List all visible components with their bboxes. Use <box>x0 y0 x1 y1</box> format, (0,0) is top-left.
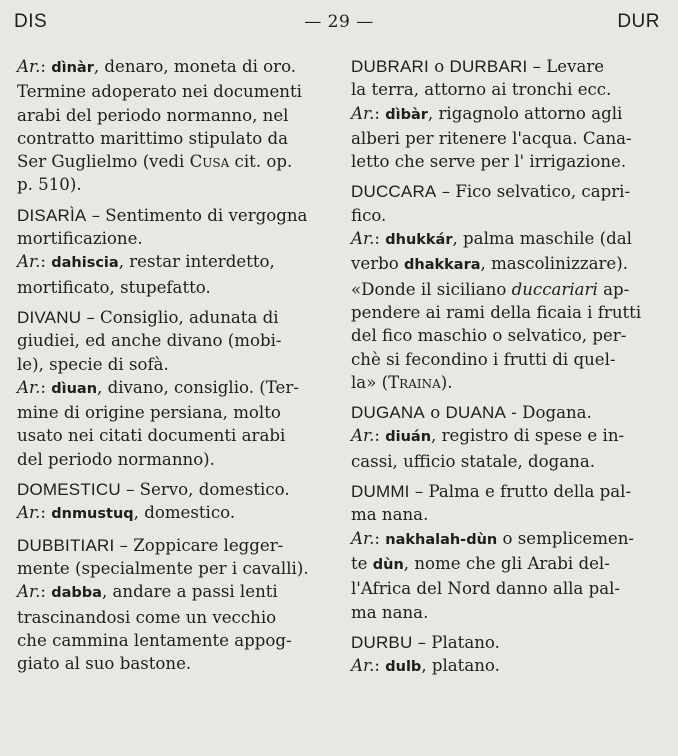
entry-text: – Fico selvatico, capri- <box>436 182 631 202</box>
entry-text: : <box>374 528 386 548</box>
dictionary-entry <box>351 180 663 394</box>
headword: DURBARI <box>449 57 528 76</box>
entry-line <box>351 371 663 394</box>
entry-text: : <box>374 656 386 676</box>
arabic-term: dnmustuq <box>51 506 134 523</box>
entry-text: – Palma e frutto della pal- <box>409 482 632 502</box>
dictionary-entry <box>17 534 329 676</box>
entry-line <box>17 250 329 275</box>
left-column <box>17 55 329 682</box>
entry-line <box>351 55 663 78</box>
entry-line <box>17 329 329 352</box>
arabic-abbrev: Ar. <box>17 252 41 272</box>
entry-line <box>17 401 329 424</box>
entry-text: o <box>424 403 446 423</box>
entry-text: giudiei, ed anche divano (mobi- <box>17 331 282 351</box>
entry-text: usato nei citati documenti arabi <box>17 426 286 446</box>
entry-text: , andare a passi lenti <box>101 582 278 602</box>
dictionary-entry <box>17 478 329 527</box>
entry-text: arabi del periodo normanno, nel <box>17 105 289 125</box>
entry-text: trascinandosi come un vecchio <box>17 607 277 627</box>
arabic-abbrev: Ar. <box>351 103 375 123</box>
entry-text: del periodo normanno). <box>17 449 215 469</box>
entry-text: la terra, attorno ai tronchi ecc. <box>351 80 612 100</box>
author-name: Cusa <box>189 152 230 172</box>
entry-text: - Dogana. <box>506 403 592 423</box>
arabic-term: dìuan <box>51 380 98 397</box>
entry-text: mortificato, stupefatto. <box>17 277 211 297</box>
entry-line <box>351 577 663 600</box>
entry-line <box>17 501 329 526</box>
entry-text: che cammina lentamente appog- <box>17 630 292 650</box>
entry-text: mortificazione. <box>17 229 143 249</box>
entry-text: – Platano. <box>412 632 500 652</box>
entry-text: : <box>374 103 386 123</box>
entry-line <box>17 557 329 580</box>
entry-line <box>17 227 329 250</box>
entry-text: , platano. <box>421 656 500 676</box>
entry-line <box>17 353 329 376</box>
entry-line <box>351 527 663 552</box>
entry-line <box>351 324 663 347</box>
entry-line <box>351 150 663 173</box>
entry-line <box>17 55 329 80</box>
entry-text: , rigagnolo attorno agli <box>427 103 623 123</box>
arabic-abbrev: Ar. <box>351 426 375 446</box>
entry-text: mente (specialmente per i cavalli). <box>17 558 309 578</box>
headword: DUBBITIARI <box>17 535 115 555</box>
dictionary-entry <box>17 55 329 197</box>
entry-text: ). <box>440 372 453 392</box>
entry-text: , registro di spese e in- <box>431 426 625 446</box>
arabic-term: dabba <box>51 585 102 602</box>
entry-line <box>351 278 663 301</box>
entry-line <box>17 80 329 103</box>
headword: DIVANU <box>17 307 82 327</box>
entry-line <box>17 127 329 150</box>
entry-line <box>17 204 329 227</box>
entry-text: p. 510). <box>17 175 82 195</box>
entry-line <box>351 601 663 624</box>
entry-line <box>351 480 663 503</box>
dictionary-entry <box>351 631 663 680</box>
arabic-term: dìbàr <box>385 106 428 123</box>
entry-text: verbo <box>351 254 405 274</box>
entry-text: pendere ai rami della ficaia i frutti <box>351 302 642 322</box>
arabic-term: dahiscia <box>51 255 119 272</box>
entry-line <box>17 448 329 471</box>
arabic-term: diuán <box>385 429 432 446</box>
right-column <box>351 55 663 686</box>
entry-text: «Donde il siciliano <box>351 279 512 299</box>
entry-text: del fico maschio o selvatico, per- <box>351 326 627 346</box>
entry-text: : <box>40 57 52 76</box>
headword: DURBU <box>351 632 413 652</box>
entry-text: ap- <box>597 279 630 299</box>
arabic-abbrev: Ar. <box>17 582 41 602</box>
arabic-abbrev: Ar. <box>351 229 375 249</box>
entry-text: , divano, consiglio. (Ter- <box>97 377 299 397</box>
entry-line <box>351 252 663 277</box>
arabic-abbrev: Ar. <box>351 528 375 548</box>
entry-line <box>17 580 329 605</box>
entry-line <box>351 180 663 203</box>
headword: DUBRARI <box>351 57 429 76</box>
entry-text: : <box>40 252 52 272</box>
entry-line <box>351 102 663 127</box>
entry-line <box>351 503 663 526</box>
entry-line <box>351 424 663 449</box>
page-number: — 29 — <box>304 12 374 32</box>
entry-line <box>351 654 663 679</box>
dictionary-entry <box>17 204 329 299</box>
entry-text: alberi per ritenere l'acqua. Cana- <box>351 128 632 148</box>
arabic-abbrev: Ar. <box>351 656 375 676</box>
dictionary-entry <box>17 306 329 471</box>
entry-text: le), specie di sofà. <box>17 354 169 374</box>
entry-text: , denaro, moneta di oro. <box>93 57 297 76</box>
entry-text: , restar interdetto, <box>118 252 275 272</box>
entry-text: – Sentimento di vergogna <box>86 205 308 225</box>
entry-text: : <box>374 229 386 249</box>
entry-text: – Zoppicare legger- <box>114 535 284 555</box>
entry-text: o semplicemen- <box>497 528 635 548</box>
entry-text: , mascolinizzare). <box>480 254 628 274</box>
headword: DISARÌA <box>17 205 87 225</box>
entry-line <box>17 652 329 675</box>
entry-line <box>351 227 663 252</box>
entry-line <box>17 306 329 329</box>
entry-line <box>351 204 663 227</box>
entry-line <box>17 534 329 557</box>
entry-line <box>351 450 663 473</box>
entry-line <box>351 631 663 654</box>
entry-text: chè si fecondino i frutti di quel- <box>351 349 616 369</box>
arabic-term: dìnàr <box>51 60 94 76</box>
dictionary-entry <box>351 401 663 473</box>
headword: DUMMI <box>351 482 410 502</box>
running-head-left: DIS <box>14 11 48 32</box>
entry-line <box>17 104 329 127</box>
entry-text: Ser Guglielmo (vedi <box>17 152 190 172</box>
entry-text: : <box>40 377 52 397</box>
entry-text: letto che serve per l' irrigazione. <box>351 152 627 172</box>
entry-text: , palma maschile (dal <box>452 229 632 249</box>
dictionary-entry <box>351 480 663 624</box>
entry-text: , domestico. <box>133 503 236 523</box>
entry-line <box>17 173 329 196</box>
entry-text: ma nana. <box>351 602 429 622</box>
entry-text: mine di origine persiana, molto <box>17 403 281 423</box>
entry-text: te <box>351 553 373 573</box>
entry-text: – Servo, domestico. <box>120 480 290 500</box>
entry-text: : <box>40 582 52 602</box>
author-name: Traina <box>388 372 441 392</box>
arabic-term: dhakkara <box>404 257 481 274</box>
entry-text: cit. op. <box>229 152 293 172</box>
arabic-abbrev: Ar. <box>17 57 41 76</box>
running-head-right: DUR <box>617 11 660 32</box>
entry-line <box>351 301 663 324</box>
entry-text: Termine adoperato nei documenti <box>17 82 302 102</box>
entry-line <box>17 376 329 401</box>
entry-line <box>351 552 663 577</box>
arabic-term: dulb <box>385 659 422 676</box>
headword: DOMESTICU <box>17 480 121 500</box>
arabic-term: dùn <box>372 556 404 573</box>
entry-line <box>17 276 329 299</box>
entry-text: cassi, ufficio statale, dogana. <box>351 451 596 471</box>
entry-text: la» ( <box>351 372 389 392</box>
entry-text: fico. <box>351 205 387 225</box>
entry-line <box>351 78 663 101</box>
entry-line <box>17 424 329 447</box>
entry-text: : <box>374 426 386 446</box>
entry-text: – Consiglio, adunata di <box>81 307 279 327</box>
entry-line <box>17 478 329 501</box>
entry-text: : <box>40 503 52 523</box>
arabic-abbrev: Ar. <box>17 377 41 397</box>
arabic-term: nakhalah-dùn <box>385 531 498 548</box>
entry-line <box>17 629 329 652</box>
headword: DUANA <box>445 403 506 423</box>
entry-text: ma nana. <box>351 505 429 525</box>
arabic-term: dhukkár <box>385 232 453 249</box>
dictionary-entry <box>351 55 663 173</box>
entry-text: , nome che gli Arabi del- <box>403 553 610 573</box>
entry-text: giato al suo bastone. <box>17 654 192 674</box>
headword: DUGANA <box>351 403 425 423</box>
entry-text: – Levare <box>527 57 605 76</box>
entry-text: contratto marittimo stipulato da <box>17 128 289 148</box>
arabic-abbrev: Ar. <box>17 503 41 523</box>
entry-line <box>351 127 663 150</box>
entry-text: l'Africa del Nord danno alla pal- <box>351 579 621 599</box>
entry-line <box>351 401 663 424</box>
italic-text: duccariari <box>511 279 598 299</box>
entry-line <box>17 150 329 173</box>
entry-line <box>17 606 329 629</box>
entry-text: o <box>428 57 450 76</box>
headword: DUCCARA <box>351 182 437 202</box>
entry-line <box>351 348 663 371</box>
